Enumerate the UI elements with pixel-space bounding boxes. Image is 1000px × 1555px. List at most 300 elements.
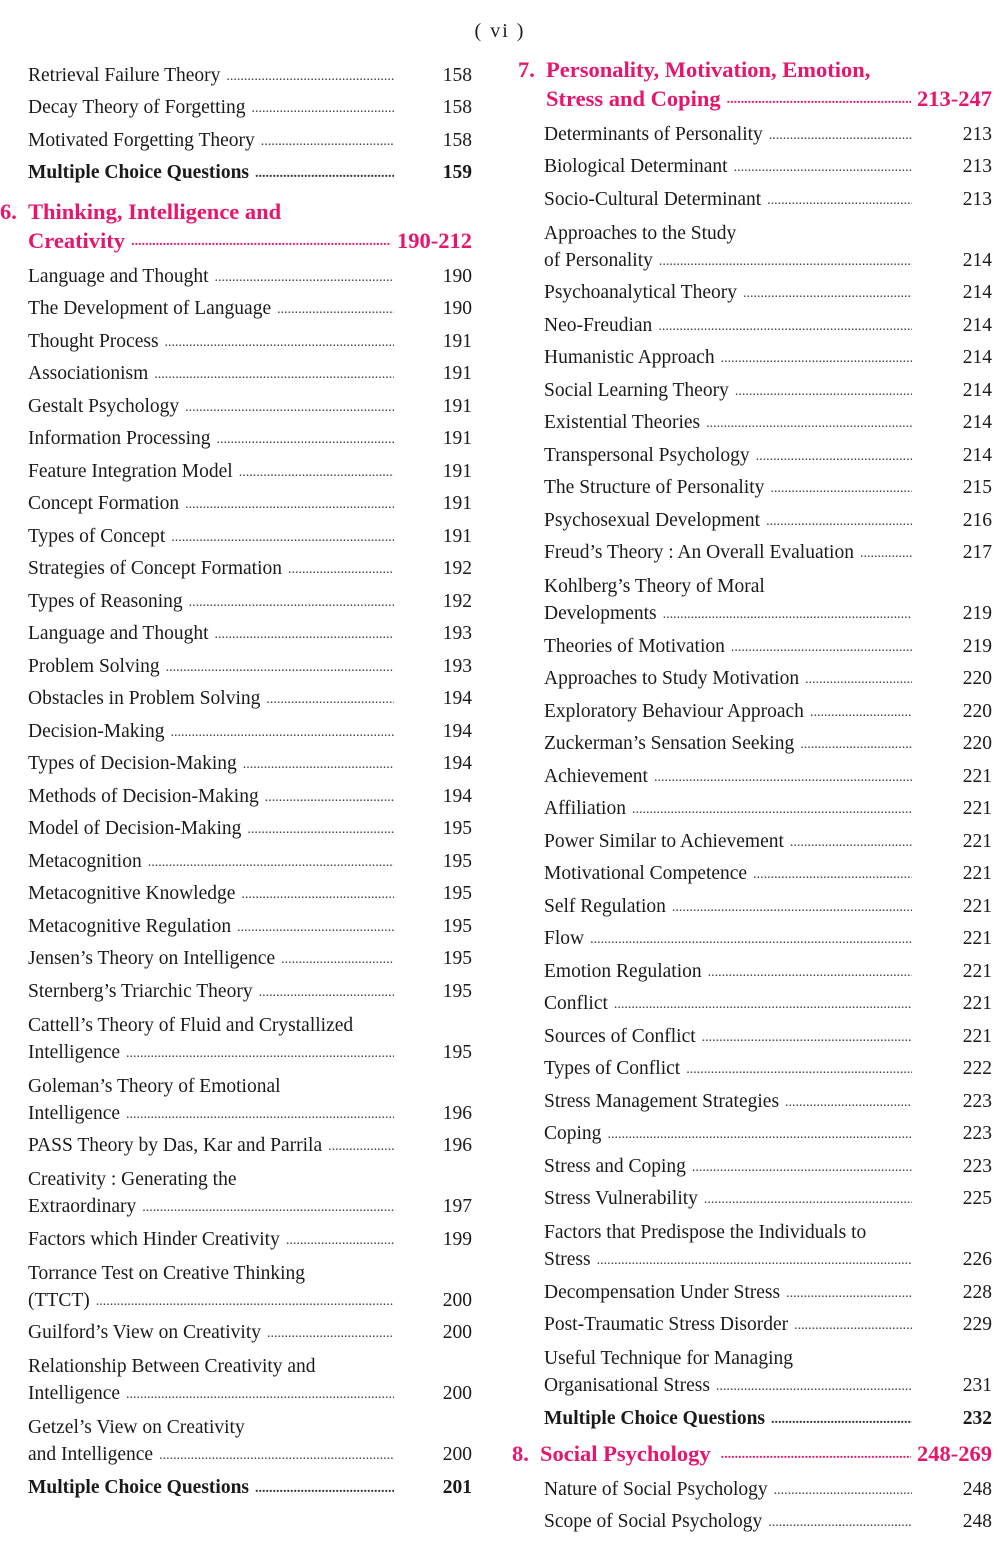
mcq-entry[interactable]	[0, 154, 472, 187]
entry-page: 221	[962, 993, 992, 1014]
entry-page: 191	[442, 493, 472, 514]
entry-page: 222	[962, 1058, 992, 1079]
toc-entry[interactable]	[512, 725, 992, 758]
chapter-pages: 213-247	[917, 85, 992, 111]
entry-title: Emotion Regulation	[544, 960, 702, 982]
leader-dots	[768, 1517, 912, 1529]
leader-dots	[247, 824, 394, 836]
entry-page: 197	[442, 1196, 472, 1217]
toc-entry[interactable]	[512, 692, 992, 725]
entry-page: 221	[962, 863, 992, 884]
leader-dots	[281, 954, 394, 966]
toc-entry[interactable]	[0, 745, 472, 778]
toc-entry[interactable]	[512, 1273, 992, 1306]
entry-line2	[28, 1380, 472, 1407]
toc-entry[interactable]	[512, 566, 992, 627]
entry-line2	[544, 1372, 992, 1399]
entry-title: Zuckerman’s Sensation Seeking	[544, 733, 795, 754]
entry-title: Psychosexual Development	[544, 509, 761, 531]
toc-entry[interactable]	[512, 1180, 992, 1213]
entry-title: Strategies of Concept Formation	[28, 558, 282, 579]
toc-entry[interactable]	[0, 550, 472, 583]
leader-dots	[659, 256, 912, 268]
entry-title: Feature Integration Model	[28, 460, 233, 482]
entry-page: 214	[962, 379, 992, 401]
entry-title: Language and Thought	[28, 623, 209, 644]
toc-entry[interactable]	[0, 452, 472, 485]
entry-title: Flow	[544, 928, 585, 949]
page-number: ( vi )	[474, 20, 526, 42]
entry-title: Self Regulation	[544, 895, 666, 917]
entry-page: 213	[962, 123, 992, 145]
leader-dots	[706, 418, 912, 430]
entry-title-line1: Relationship Between Creativity and	[28, 1356, 316, 1377]
toc-entry[interactable]	[0, 907, 472, 940]
entry-page: 195	[442, 818, 472, 839]
entry-title: Sources of Conflict	[544, 1025, 696, 1047]
leader-dots	[215, 272, 394, 284]
leader-dots	[614, 999, 912, 1011]
toc-entry[interactable]	[0, 972, 472, 1005]
toc-entry[interactable]	[512, 660, 992, 693]
leader-dots	[126, 1109, 394, 1121]
toc-entry[interactable]	[0, 257, 472, 290]
entry-page: 221	[962, 960, 992, 982]
entry-title: Problem Solving	[28, 655, 160, 677]
entry-line2	[28, 1441, 472, 1468]
entry-page: 213	[962, 156, 992, 177]
entry-title: Gestalt Psychology	[28, 395, 180, 417]
entry-title: Retrieval Failure Theory	[28, 64, 221, 86]
toc-entry[interactable]	[512, 855, 992, 888]
toc-entry[interactable]	[0, 517, 472, 550]
leader-dots	[860, 548, 912, 560]
entry-line2	[544, 247, 992, 274]
entry-page: 214	[962, 412, 992, 433]
toc-entry[interactable]	[512, 534, 992, 567]
toc-entry[interactable]	[512, 1306, 992, 1339]
entry-page: 191	[442, 330, 472, 352]
toc-entry[interactable]	[0, 56, 472, 89]
entry-page: 195	[442, 948, 472, 969]
toc-entry[interactable]	[0, 355, 472, 388]
chapter-title-line2: Stress and Coping	[546, 85, 721, 111]
left-column	[0, 56, 472, 1501]
entry-page: 191	[442, 428, 472, 449]
toc-entry[interactable]	[512, 469, 992, 502]
entry-page: 196	[442, 1135, 472, 1156]
chapter-number: 6.	[0, 199, 17, 224]
entry-title: Approaches to Study Motivation	[544, 668, 800, 689]
toc-entry[interactable]	[0, 810, 472, 843]
entry-title: Factors which Hinder Creativity	[28, 1228, 280, 1250]
entry-title: Coping	[544, 1123, 602, 1144]
entry-page: 195	[442, 883, 472, 904]
mcq-entry[interactable]	[0, 1468, 472, 1501]
leader-dots	[810, 707, 912, 719]
toc-entry[interactable]	[512, 887, 992, 920]
entry-line2	[544, 600, 992, 627]
entry-page: 196	[442, 1102, 472, 1124]
leader-dots	[686, 1064, 912, 1076]
entry-page: 158	[442, 129, 472, 151]
leader-dots	[259, 987, 394, 999]
toc-entry[interactable]	[512, 822, 992, 855]
entry-page: 192	[442, 590, 472, 612]
leader-dots	[171, 532, 394, 544]
entry-page: 221	[962, 1025, 992, 1047]
entry-page: 194	[442, 753, 472, 774]
leader-dots	[154, 369, 394, 381]
entry-page: 229	[962, 1314, 992, 1335]
leader-dots	[708, 967, 912, 979]
entry-page: 193	[442, 623, 472, 644]
leader-dots	[215, 629, 394, 641]
leader-dots	[241, 889, 394, 901]
entry-title: Motivational Competence	[544, 863, 748, 884]
leader-dots	[328, 1141, 394, 1153]
leader-dots	[185, 499, 394, 511]
leader-dots	[794, 1320, 912, 1332]
entry-title: PASS Theory by Das, Kar and Parrila	[28, 1135, 323, 1156]
leader-dots	[770, 483, 912, 495]
toc-entry[interactable]	[512, 1470, 992, 1503]
entry-page: 194	[442, 688, 472, 709]
toc-entry[interactable]	[0, 89, 472, 122]
entry-title-line1: Factors that Predispose the Individuals to	[544, 1222, 867, 1243]
entry-page: 221	[962, 830, 992, 852]
toc-entry[interactable]	[512, 436, 992, 469]
toc-entry[interactable]	[512, 790, 992, 823]
leader-dots	[716, 1381, 912, 1393]
entry-page: 225	[962, 1188, 992, 1209]
entry-title: Determinants of Personality	[544, 123, 763, 145]
toc-entry[interactable]	[0, 1220, 472, 1253]
toc-entry[interactable]	[0, 842, 472, 875]
entry-page: 191	[442, 395, 472, 417]
entry-page: 220	[962, 700, 992, 722]
leader-dots	[239, 467, 394, 479]
entry-title: Freud’s Theory : An Overall Evaluation	[544, 542, 854, 563]
entry-title: Sternberg’s Triarchic Theory	[28, 980, 253, 1002]
toc-entry[interactable]	[512, 1050, 992, 1083]
toc-entry[interactable]	[512, 371, 992, 404]
mcq-entry[interactable]	[512, 1399, 992, 1432]
toc-entry[interactable]	[0, 1159, 472, 1220]
leader-dots	[165, 337, 394, 349]
entry-title-line2: Organisational Stress	[544, 1375, 710, 1396]
entry-title: Stress and Coping	[544, 1155, 686, 1177]
entry-title: Multiple Choice Questions	[28, 1476, 250, 1498]
entry-title: Scope of Social Psychology	[544, 1511, 763, 1532]
leader-dots	[805, 674, 912, 686]
entry-title-line2: Intelligence	[28, 1102, 121, 1124]
chapter-7-heading[interactable]	[512, 56, 992, 113]
entry-page: 223	[962, 1155, 992, 1177]
entry-title: Metacognitive Regulation	[28, 915, 232, 937]
entry-page: 158	[442, 64, 472, 86]
toc-entry[interactable]	[512, 1017, 992, 1050]
entry-page: 191	[442, 525, 472, 547]
toc-entry[interactable]	[0, 680, 472, 713]
leader-dots	[148, 857, 394, 869]
entry-title: Biological Determinant	[544, 156, 728, 177]
leader-dots	[126, 1389, 394, 1401]
entry-page: 232	[962, 1407, 992, 1429]
toc-entry[interactable]	[0, 322, 472, 355]
chapter-pages: 248-269	[917, 1440, 992, 1466]
leader-dots	[189, 597, 394, 609]
entry-page: 195	[442, 1041, 472, 1063]
toc-entry[interactable]	[512, 148, 992, 181]
entry-title: Conflict	[544, 993, 608, 1014]
entry-title: Types of Reasoning	[28, 590, 183, 612]
toc-entry[interactable]	[0, 1346, 472, 1407]
entry-page: 200	[442, 1444, 472, 1465]
entry-page: 216	[962, 509, 992, 531]
entry-page: 221	[962, 895, 992, 917]
leader-dots	[743, 288, 912, 300]
entry-page: 223	[962, 1123, 992, 1144]
chapter-7-entries	[512, 115, 992, 1432]
toc-entry[interactable]	[512, 501, 992, 534]
toc-entry[interactable]	[0, 615, 472, 648]
entry-page: 214	[962, 444, 992, 466]
entry-page: 214	[962, 249, 992, 271]
entry-title: Decay Theory of Forgetting	[28, 97, 246, 118]
entry-page: 190	[442, 265, 472, 287]
entry-title: Motivated Forgetting Theory	[28, 129, 255, 151]
entry-title: Thought Process	[28, 330, 159, 352]
entry-title: Theories of Motivation	[544, 635, 725, 657]
entry-title: Transpersonal Psychology	[544, 444, 750, 466]
toc-entry[interactable]	[0, 420, 472, 453]
toc-entry[interactable]	[512, 274, 992, 307]
entry-page: 200	[442, 1383, 472, 1404]
leader-dots	[131, 236, 391, 248]
left-top-entries	[0, 56, 472, 186]
leader-dots	[267, 1328, 394, 1340]
leader-dots	[774, 1485, 912, 1497]
leader-dots	[159, 1450, 394, 1462]
entry-title-line2: Developments	[544, 603, 657, 624]
leader-dots	[753, 869, 912, 881]
entry-page: 217	[962, 542, 992, 563]
leader-dots	[735, 386, 912, 398]
entry-page: 219	[962, 635, 992, 657]
entry-title: Types of Decision-Making	[28, 753, 237, 774]
entry-page: 248	[962, 1478, 992, 1500]
chapter-number: 8.	[512, 1440, 529, 1466]
entry-title: Concept Formation	[28, 493, 180, 514]
chapter-title-line1: Personality, Motivation, Emotion,	[546, 57, 871, 82]
entry-line2	[28, 1039, 472, 1066]
toc-entry[interactable]	[0, 875, 472, 908]
toc-entry[interactable]	[512, 985, 992, 1018]
toc-entry[interactable]	[0, 1127, 472, 1160]
leader-dots	[96, 1296, 394, 1308]
entry-title: Achievement	[544, 765, 648, 787]
toc-entry[interactable]	[0, 712, 472, 745]
entry-title: Stress Management Strategies	[544, 1090, 780, 1112]
entry-title: Information Processing	[28, 428, 211, 449]
entry-page: 194	[442, 720, 472, 742]
entry-page: 248	[962, 1511, 992, 1532]
entry-page: 221	[962, 798, 992, 819]
entry-title: Decision-Making	[28, 720, 165, 742]
entry-title: Decompensation Under Stress	[544, 1281, 781, 1303]
toc-entry[interactable]	[512, 339, 992, 372]
leader-dots	[265, 792, 394, 804]
leader-dots	[767, 195, 912, 207]
entry-title-line2: and Intelligence	[28, 1444, 154, 1465]
entry-page: 213	[962, 188, 992, 210]
leader-dots	[261, 136, 394, 148]
leader-dots	[702, 1032, 912, 1044]
entry-page: 159	[442, 162, 472, 183]
leader-dots	[769, 130, 912, 142]
leader-dots	[237, 922, 394, 934]
toc-entry[interactable]	[0, 1005, 472, 1066]
entry-title: Types of Concept	[28, 525, 166, 547]
entry-page: 201	[442, 1476, 472, 1498]
entry-title: The Development of Language	[28, 298, 272, 319]
entry-page: 221	[962, 765, 992, 787]
entry-title: Psychoanalytical Theory	[544, 282, 737, 303]
toc-entry[interactable]	[512, 213, 992, 274]
entry-title-line1: Getzel’s View on Creativity	[28, 1417, 245, 1438]
entry-title: Post-Traumatic Stress Disorder	[544, 1314, 789, 1335]
leader-dots	[721, 353, 912, 365]
toc-entry[interactable]	[0, 647, 472, 680]
leader-dots	[255, 168, 394, 180]
chapter-8-entries	[512, 1470, 992, 1535]
entry-page: 200	[442, 1289, 472, 1311]
entry-title: Language and Thought	[28, 265, 209, 287]
entry-title-line2: of Personality	[544, 249, 653, 271]
leader-dots	[663, 609, 912, 621]
entry-title: Power Similar to Achievement	[544, 830, 784, 852]
toc-entry[interactable]	[512, 1115, 992, 1148]
leader-dots	[597, 1255, 912, 1267]
toc-entry[interactable]	[0, 1066, 472, 1127]
toc-entry[interactable]	[0, 1253, 472, 1314]
leader-dots	[785, 1097, 912, 1109]
toc-entry[interactable]	[0, 485, 472, 518]
leader-dots	[731, 642, 912, 654]
entry-page: 195	[442, 915, 472, 937]
entry-line2	[544, 1246, 992, 1273]
toc-entry[interactable]	[0, 1407, 472, 1468]
entry-title: Jensen’s Theory on Intelligence	[28, 948, 276, 969]
entry-page: 228	[962, 1281, 992, 1303]
entry-title-line1: Kohlberg’s Theory of Moral	[544, 576, 765, 597]
entry-page: 226	[962, 1249, 992, 1270]
leader-dots	[771, 1414, 912, 1426]
leader-dots	[252, 103, 394, 115]
chapter-title-line1: Thinking, Intelligence and	[28, 199, 282, 224]
entry-title: Social Learning Theory	[544, 379, 729, 401]
entry-page: 158	[442, 97, 472, 118]
entry-title-line1: Useful Technique for Managing	[544, 1348, 793, 1369]
entry-title: Existential Theories	[544, 412, 701, 433]
toc-entry[interactable]	[512, 1338, 992, 1399]
leader-dots	[658, 321, 912, 333]
toc-entry[interactable]	[0, 290, 472, 323]
leader-dots	[590, 934, 912, 946]
toc-entry[interactable]	[512, 627, 992, 660]
toc-entry[interactable]	[512, 1147, 992, 1180]
entry-title-line1: Goleman’s Theory of Emotional	[28, 1075, 281, 1097]
entry-page: 195	[442, 850, 472, 872]
toc-entry[interactable]	[0, 387, 472, 420]
leader-dots	[286, 1235, 394, 1247]
entry-title: Metacognitive Knowledge	[28, 883, 236, 904]
entry-page: 231	[962, 1375, 992, 1396]
chapter-number: 7.	[518, 57, 535, 82]
chapter-title-line2: Creativity	[28, 227, 126, 253]
toc-entry[interactable]	[512, 920, 992, 953]
leader-dots	[727, 94, 911, 106]
entry-page: 193	[442, 655, 472, 677]
toc-entry[interactable]	[512, 952, 992, 985]
entry-page: 192	[442, 558, 472, 579]
entry-title: Guilford’s View on Creativity	[28, 1322, 261, 1343]
toc-entry[interactable]	[512, 306, 992, 339]
entry-title-line2: (TTCT)	[28, 1289, 90, 1311]
entry-title: Exploratory Behaviour Approach	[544, 700, 804, 722]
toc-entry[interactable]	[512, 1212, 992, 1273]
entry-page: 191	[442, 460, 472, 482]
toc-entry[interactable]	[512, 757, 992, 790]
leader-dots	[226, 71, 394, 83]
chapter-6-heading[interactable]	[0, 198, 472, 255]
leader-dots	[692, 1162, 912, 1174]
leader-dots	[170, 727, 394, 739]
entry-page: 194	[442, 785, 472, 807]
toc-entry[interactable]	[512, 180, 992, 213]
entry-title: Socio-Cultural Determinant	[544, 188, 762, 210]
entry-page: 214	[962, 314, 992, 336]
leader-dots	[734, 162, 912, 174]
toc-entry[interactable]	[512, 115, 992, 148]
leader-dots	[632, 804, 912, 816]
leader-dots	[704, 1194, 912, 1206]
leader-dots	[756, 451, 912, 463]
toc-entry[interactable]	[512, 1503, 992, 1536]
toc-entry[interactable]	[0, 121, 472, 154]
toc-entry[interactable]	[0, 1314, 472, 1347]
toc-entry[interactable]	[512, 404, 992, 437]
toc-entry[interactable]	[0, 582, 472, 615]
entry-page: 219	[962, 603, 992, 624]
toc-entry[interactable]	[0, 777, 472, 810]
entry-page: 214	[962, 347, 992, 368]
entry-page: 195	[442, 980, 472, 1002]
leader-dots	[185, 402, 394, 414]
leader-dots	[721, 1449, 911, 1461]
entry-title: Multiple Choice Questions	[28, 162, 250, 183]
chapter-8-heading[interactable]	[512, 1440, 992, 1469]
toc-entry[interactable]	[512, 1082, 992, 1115]
toc-entry[interactable]	[0, 940, 472, 973]
entry-page: 191	[442, 363, 472, 384]
entry-title-line2: Stress	[544, 1249, 591, 1270]
entry-page: 199	[442, 1228, 472, 1250]
entry-title-line1: Approaches to the Study	[544, 222, 737, 244]
entry-line2	[28, 1287, 472, 1314]
entry-page: 214	[962, 282, 992, 303]
